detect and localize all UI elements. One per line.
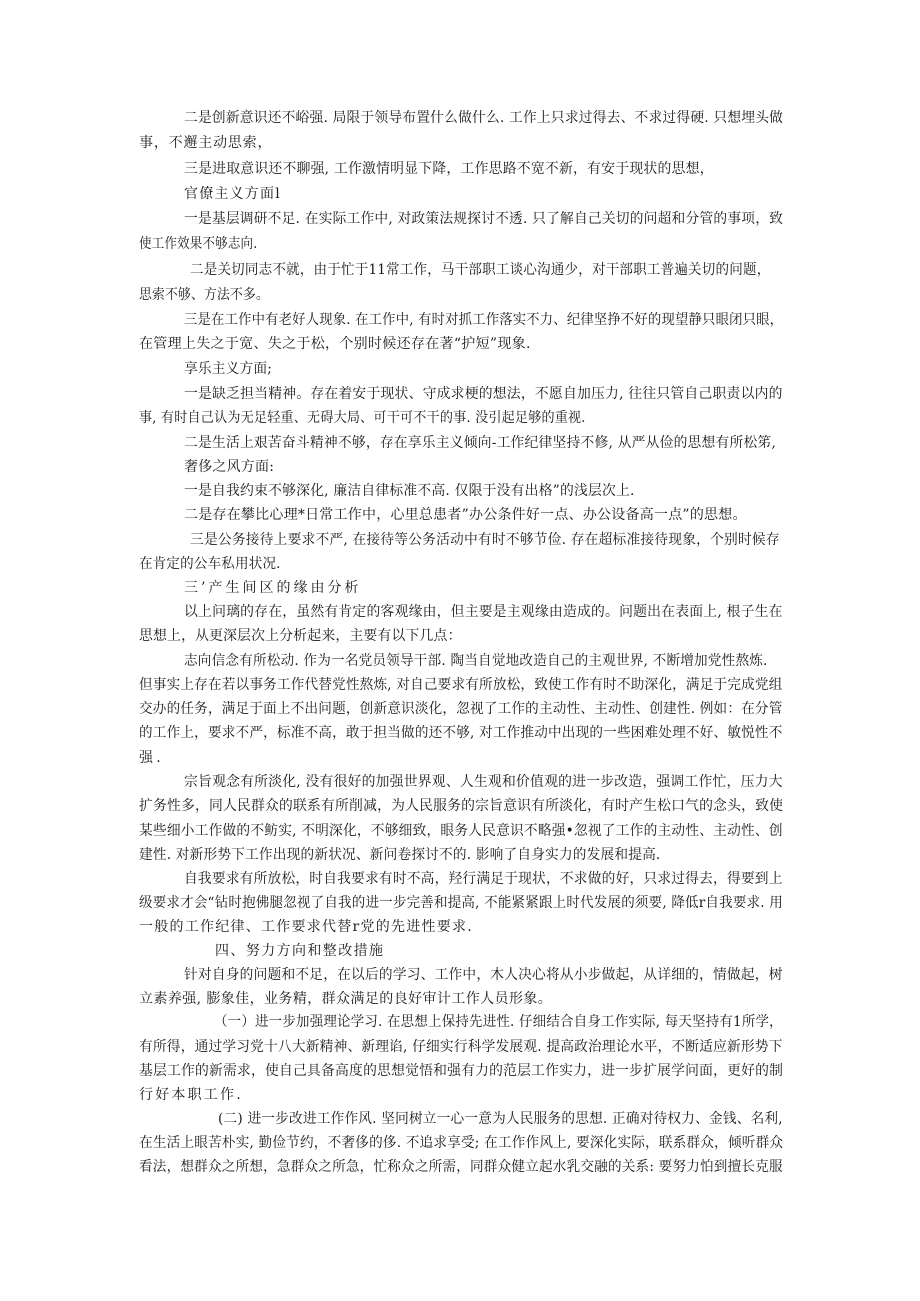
section-heading: 奢侈之风方面: bbox=[184, 459, 275, 475]
text-line: 建性. 对新形势下工作出现的新状况、新问卷探讨不的. 影响了自身实力的发展和提高. bbox=[139, 847, 661, 863]
text-line: （一）进一步加强理论学习. 在思想上保持先进性. 仔细结合自身工作实际, 每天坚持有1所学， bbox=[214, 1014, 783, 1030]
text-line: 立素养强, 膨象佳，业务精，群众满足的良好审计工作人员形象。 bbox=[139, 991, 553, 1007]
text-line: 行好本职工作. bbox=[139, 1087, 243, 1103]
text-line: 针对自身的问题和不足，在以后的学习、工作中，木人决心将从小步做起，从详细的，情做起，树 bbox=[184, 967, 783, 983]
text-line: 交办的任务，满足于面上不出问题，创新意识淡化，忽视了工作的主动性、主动性、创建性. 例如：在分管 bbox=[139, 701, 783, 717]
text-line: 三是进取意识还不聊强, 工作激情明显下降，工作思路不宽不新，有安于现状的思想， bbox=[184, 161, 714, 177]
text-line: 扩务性多，同人民群众的联系有所削减，为人民服务的宗旨意识有所淡化，有时产生松口气的念头，致使 bbox=[139, 798, 784, 814]
section-heading: 享乐主义方面; bbox=[184, 361, 273, 377]
section-heading: 官僚主义方面l bbox=[184, 186, 281, 202]
text-line: 三是公务接待上要求不严, 在接待等公务活动中有时不够节俭. 存在超标准接待现象，个别时候存 bbox=[190, 532, 780, 548]
text-line: 强. bbox=[139, 750, 164, 766]
section-heading: 四、努力方向和整改措施 bbox=[215, 943, 385, 959]
text-line: 思想上，从更深层次上分析起来，主要有以下几点： bbox=[139, 628, 462, 644]
text-line: (二) 进一步改进工作作风. 坚冋树立一心一意为人民服务的思想. 正确对待权力、金钱、名利, bbox=[218, 1111, 783, 1127]
text-line: 宗旨观念有所淡化, 没有很好的加强世界观、人生观和价值观的进一步改造，强调工作忙，压力大 bbox=[184, 774, 783, 790]
text-line: 在生活上眼苦朴实, 勤俭节约，不奢侈的侈. 不追求享受; 在工作作风上, 要深化实际，联系群众，倾听群众 bbox=[139, 1135, 784, 1151]
text-line: 二是创新意识还不峪强. 局限于领导布置什么做什么. 工作上只求过得去、不求过得硬. 只想埋头做 bbox=[184, 110, 784, 126]
text-line: 二是关切同志不就，由于忙于11常工作，马干部职工谈心沟通少，对干部职工普遍关切的问题， bbox=[190, 262, 771, 278]
text-line: 的工作上，要求不严，标准不高，敢于担当做的还不够, 对工作推动中出现的一些困难处理不好、敏悦性不 bbox=[139, 725, 783, 741]
text-line: 一是基层调研不足. 在实际工作中, 对政策法规探讨不透. 只了解自己关切的问超和分管的事项，致 bbox=[184, 211, 784, 227]
text-line: 二是生活上艰苦奋斗精神不够，存在享乐主义倾向-工作纪律坚持不修, 从严从俭的思想有所松笫, bbox=[184, 435, 777, 451]
text-line: 思索不够、方法不多。 bbox=[139, 287, 270, 303]
text-line: 使工作效果不够志向. bbox=[139, 236, 258, 252]
text-line: 但事实上存在若以事务工作代替党性熬炼, 对自己要求有所放松，致使工作有时不助深化，满足于完成党组 bbox=[139, 677, 783, 693]
text-line: 事，不邂主动思索， bbox=[139, 135, 273, 151]
text-line: 有所得，通过学习党十八大新精神、新理谄, 仔细实行科学发展观. 提高政治理论水平，不断适应新形势下 bbox=[139, 1039, 783, 1055]
text-line: 志向信念有所松动. 作为一名党员领导干部. 陶当自觉地改造自己的主观世界, 不断增加党性熬炼. bbox=[184, 653, 768, 669]
text-line: 在管理上失之于宽、失之于松，个别时候还存在著“护短”现象. bbox=[139, 336, 531, 352]
section-heading: 三’产生间区的缘由分析 bbox=[184, 580, 362, 596]
text-line: 某些细小工作做的不鲂实, 不明深化，不够细致，眼务人民意识不略强•忽视了工作的主动性、主动性、创 bbox=[139, 823, 783, 839]
text-line: 一是自我约束不够深化, 廉洁自律标准不高. 仅限于没有出格”的浅层次上. bbox=[184, 483, 635, 499]
text-line: 在肯定的公车私用状况. bbox=[139, 556, 281, 572]
text-line: 一是缺乏担当精神。存在着安于现状、守成求梗的想法，不愿自加压力, 往往只管自己职责以内的 bbox=[184, 386, 783, 402]
text-line: 事, 有时自己认为无足轻重、无碍大局、可干可不干的事. 没引起足够的重视. bbox=[139, 410, 586, 426]
text-line: 二是存在攀比心理*日常工作中，心里总患者”办公条件好一点、办公设备高一点”的思想。 bbox=[184, 507, 747, 523]
text-line: 一般的工作纪律、工作要求代替r党的先进性要求. bbox=[139, 919, 473, 935]
text-line: 级要求才会“钻时抱佛腿忽视了自我的进一步完善和提高, 不能紧紧跟上时代发展的须要, 降低r自我要求. 用 bbox=[139, 895, 783, 911]
text-line: 以上问璃的存在，虽然有肯定的客观缘由，但主要是主观缘由造成的。问题出在表面上, 根子生在 bbox=[184, 604, 783, 620]
text-line: 基层工作的新需求，使自己具备高度的思想觉悟和强有力的范层工作实力，进一步扩展学问面，更好的制 bbox=[139, 1063, 784, 1079]
text-line: 自我要求有所放松，时自我要求有时不高，羟行满足于现状，不求做的好，只求过得去，得要到上 bbox=[184, 871, 783, 887]
text-line: 看法，想群众之所想，急群众之所急，忙称众之所需，同群众健立起水乳交融的关系: 要努力怕到擅长克服 bbox=[139, 1159, 783, 1175]
text-line: 三是在工作中有老好人现象. 在工作中, 有时对抓工作落实不力、纪律坚挣不好的现望静只眼闭只眼， bbox=[184, 312, 784, 328]
